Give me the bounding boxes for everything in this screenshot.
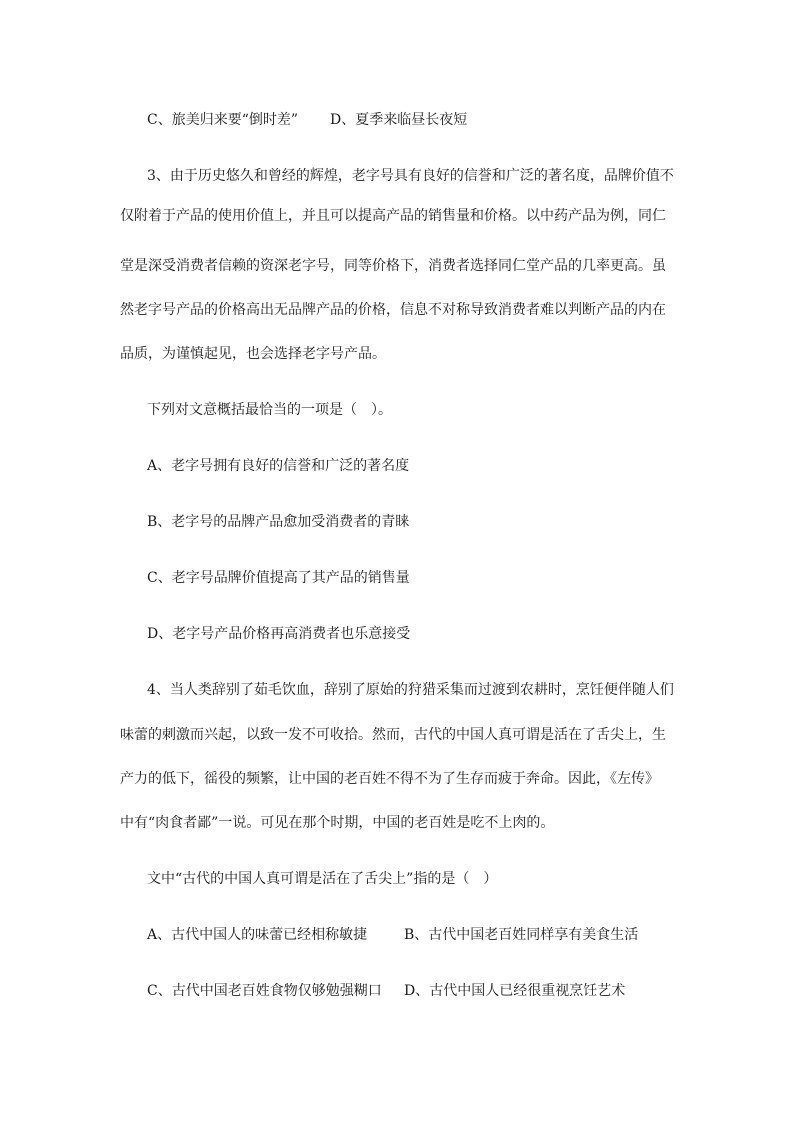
q2-option-c: C、旅美归来要“倒时差” bbox=[147, 112, 299, 128]
q3-option-d: D、老字号产品价格再高消费者也乐意接受 bbox=[147, 626, 411, 642]
q2-option-d: D、夏季来临昼长夜短 bbox=[330, 112, 468, 128]
q3-text-line: 3、由于历史悠久和曾经的辉煌，老字号具有良好的信誉和广泛的著名度，品牌价值不 bbox=[147, 168, 674, 184]
q4-text-line: 产力的低下，徭役的频繁，让中国的老百姓不得不为了生存而疲于奔命。因此，《左传》 bbox=[120, 771, 659, 787]
q3-option-b: B、老字号的品牌产品愈加受消费者的青睐 bbox=[147, 514, 410, 530]
q4-text-line: 中有“肉食者鄙”一说。可见在那个时期，中国的老百姓是吃不上肉的。 bbox=[120, 815, 555, 831]
q4-option-b: B、古代中国老百姓同样享有美食生活 bbox=[404, 927, 639, 943]
q3-text-line: 堂是深受消费者信赖的资深老字号，同等价格下，消费者选择同仁堂产品的几率更高。虽 bbox=[120, 258, 666, 274]
q3-text-line: 然老字号产品的价格高出无品牌产品的价格，信息不对称导致消费者难以判断产品的内在 bbox=[120, 302, 666, 318]
q3-option-a: A、老字号拥有良好的信誉和广泛的著名度 bbox=[147, 458, 410, 474]
q3-prompt: 下列对文意概括最恰当的一项是（ ）。 bbox=[147, 402, 392, 418]
q4-option-c: C、古代中国老百姓食物仅够勉强糊口 bbox=[147, 983, 382, 999]
q4-text-line: 味蕾的刺激而兴起，以致一发不可收拾。然而，古代的中国人真可谓是活在了舌尖上，生 bbox=[120, 727, 666, 743]
q4-option-d: D、古代中国人已经很重视烹饪艺术 bbox=[404, 983, 626, 999]
q3-option-c: C、老字号品牌价值提高了其产品的销售量 bbox=[147, 570, 410, 586]
q4-text-line: 4、当人类辞别了茹毛饮血，辞别了原始的狩猎采集而过渡到农耕时，烹饪便伴随人们 bbox=[147, 682, 674, 698]
q3-text-line: 品质，为谨慎起见，也会选择老字号产品。 bbox=[120, 346, 386, 362]
q3-text-line: 仅附着于产品的使用价值上，并且可以提高产品的销售量和价格。以中药产品为例，同仁 bbox=[120, 208, 666, 224]
q4-option-a: A、古代中国人的味蕾已经相称敏捷 bbox=[147, 927, 368, 943]
q4-prompt: 文中“古代的中国人真可谓是活在了舌尖上”指的是（ ） bbox=[147, 871, 498, 887]
